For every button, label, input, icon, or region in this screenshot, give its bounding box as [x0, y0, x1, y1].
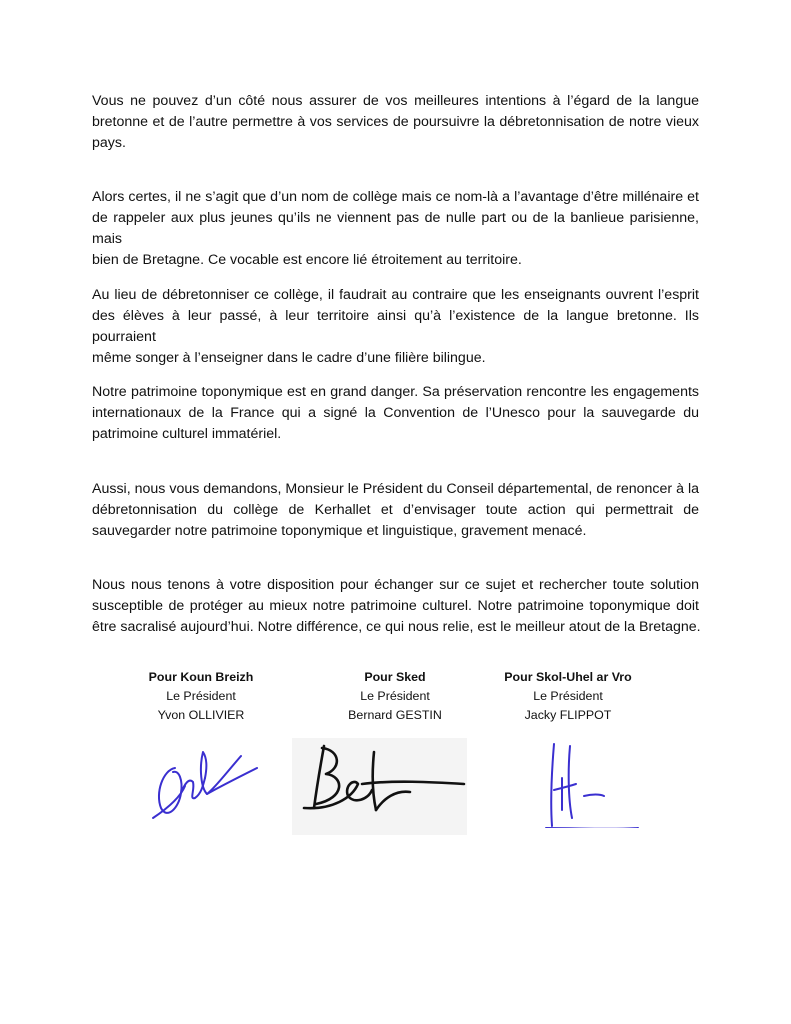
paragraph-line: Au lieu de débretonniser ce collège, il faudrait au contraire que les enseignants ouvrent l’esprit — [92, 287, 699, 303]
paragraph-6 — [92, 575, 699, 638]
signatory-org: Pour Skol-Uhel ar Vro — [504, 670, 632, 684]
paragraph-5 — [92, 479, 699, 542]
paragraph-line: internationaux de la France qui a signé la Convention de l’Unesco pour la sauvegarde du — [92, 405, 699, 421]
paragraph-line: Vous ne pouvez d’un côté nous assurer de vos meilleures intentions à l’égard de la langue — [92, 93, 699, 109]
paragraph-1 — [92, 91, 699, 154]
paragraph-line: des élèves à leur passé, à leur territoire ainsi qu’à l’existence de la langue bretonne. Ils pourraient — [92, 308, 699, 345]
paragraph-line: patrimoine culturel immatériel. — [92, 426, 282, 442]
signatory-org: Pour Sked — [364, 670, 426, 684]
paragraph-line: Notre patrimoine toponymique est en grand danger. Sa préservation rencontre les engagements — [92, 384, 699, 400]
paragraph-line: pays. — [92, 135, 126, 151]
paragraph-line: sauvegarder notre patrimoine toponymique et linguistique, gravement menacé. — [92, 523, 587, 539]
signature-yvon-ollivier — [145, 738, 265, 828]
signatory-name: Yvon OLLIVIER — [157, 708, 245, 722]
paragraph-line: Alors certes, il ne s’agit que d’un nom de collège mais ce nom-là a l’avantage d’être millénaire et — [92, 189, 699, 205]
paragraph-line: de rappeler aux plus jeunes qu’ils ne viennent pas de nulle part ou de la banlieue parisienne, mais — [92, 210, 699, 247]
paragraph-line: même songer à l’enseigner dans le cadre d’une filière bilingue. — [92, 350, 486, 366]
paragraph-line: Aussi, nous vous demandons, Monsieur le Président du Conseil départemental, de renoncer à la — [92, 481, 699, 497]
paragraph-2 — [92, 187, 699, 271]
signature-jacky-flippot — [540, 738, 640, 828]
signature-bernard-gestin — [292, 738, 467, 835]
signatory-org: Pour Koun Breizh — [148, 670, 254, 684]
signatory-sked — [310, 668, 480, 725]
signatory-role: Le Président — [533, 689, 603, 703]
paragraph-line: Nous nous tenons à votre disposition pour échanger sur ce sujet et rechercher toute solution — [92, 577, 699, 593]
paragraph-line: susceptible de protéger au mieux notre patrimoine culturel. Notre patrimoine toponymique doit — [92, 598, 699, 614]
paragraph-line: bretonne et de l’autre permettre à vos services de poursuivre la débretonnisation de notre vieux — [92, 114, 699, 130]
paragraph-3 — [92, 285, 699, 369]
signatory-role: Le Président — [360, 689, 430, 703]
signatory-name: Bernard GESTIN — [348, 708, 442, 722]
paragraph-line: débretonnisation du collège de Kerhallet et d’envisager toute action qui permettrait de — [92, 502, 699, 518]
paragraph-line: bien de Bretagne. Ce vocable est encore lié étroitement au territoire. — [92, 252, 522, 268]
signatory-role: Le Président — [166, 689, 236, 703]
signatory-name: Jacky FLIPPOT — [524, 708, 612, 722]
signatory-koun-breizh — [116, 668, 286, 725]
signatory-skol-uhel-ar-vro — [483, 668, 653, 725]
paragraph-4 — [92, 382, 699, 445]
paragraph-line: être sacralisé aujourd’hui. Notre différence, ce qui nous relie, est le meilleur atout de la Bretagne. — [92, 619, 701, 635]
